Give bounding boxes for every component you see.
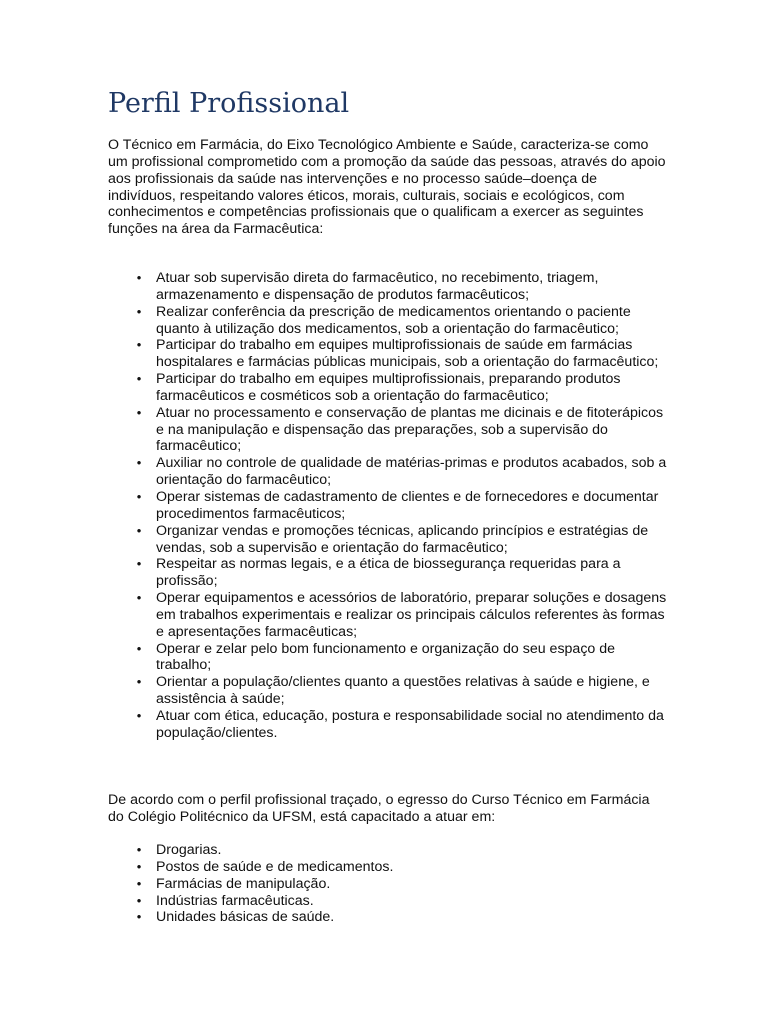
- list-item: [108, 405, 668, 456]
- bullet-icon: •: [136, 674, 142, 690]
- list-item-text: Operar e zelar pelo bom funcionamento e organização do seu espaço de trabalho;: [156, 640, 616, 674]
- list-item-text: Operar sistemas de cadastramento de clientes e de fornecedores e documentar procedimentos farmacêuticos;: [156, 488, 659, 522]
- bullet-icon: •: [136, 522, 142, 538]
- list-item-text: Drogarias.: [156, 842, 222, 858]
- list-item: [108, 909, 668, 926]
- list-item-text: Postos de saúde e de medicamentos.: [156, 858, 394, 875]
- list-item-text: Operar equipamentos e acessórios de laboratório, preparar soluções e dosagens em trabalhos experimentais e realizar os principais cálculos referentes às formas e apresentações farmacêuticas;: [156, 590, 667, 640]
- list-item: [108, 876, 668, 893]
- list-item-text: Indústrias farmacêuticas.: [156, 892, 314, 909]
- bullet-icon: •: [136, 875, 142, 891]
- list-item: [108, 674, 668, 708]
- bullet-icon: •: [136, 455, 142, 471]
- bullet-icon: •: [136, 404, 142, 420]
- bullet-icon: •: [136, 337, 142, 353]
- intro-paragraph: O Técnico em Farmácia, do Eixo Tecnológico Ambiente e Saúde, caracteriza-se como um profissional comprometido com a promoção da saúde das pessoas, através do apoio aos profissionais da saúde nas intervenções e no processo saúde–doença de indivíduos, respeitando valores éticos, morais, culturais, sociais e ecológicos, com conhecimentos e competências profissionais que o qualificam a exercer as seguintes funções na área da Farmacêutica:: [108, 137, 666, 238]
- bullet-icon: •: [136, 488, 142, 504]
- list-item: [108, 708, 668, 742]
- list-item-text: Orientar a população/clientes quanto a questões relativas à saúde e higiene, e assistência à saúde;: [156, 674, 650, 708]
- bullet-icon: •: [136, 909, 142, 925]
- bullet-icon: •: [136, 892, 142, 908]
- bullet-icon: •: [136, 858, 142, 874]
- list-item: [108, 641, 668, 675]
- bullet-icon: •: [136, 640, 142, 656]
- list-item-text: Auxiliar no controle de qualidade de matérias-primas e produtos acabados, sob a orientação do farmacêutico;: [156, 455, 667, 489]
- list-item-text: Realizar conferência da prescrição de medicamentos orientando o paciente quanto à utilização dos medicamentos, sob a orientação do farmacêutico;: [156, 303, 631, 337]
- list-item: [108, 842, 668, 859]
- list-item: [108, 270, 668, 304]
- outro-paragraph: De acordo com o perfil profissional traçado, o egresso do Curso Técnico em Farmácia do Colégio Politécnico da UFSM, está capacitado a atuar em:: [108, 792, 650, 825]
- page-title: Perfil Profissional: [108, 88, 350, 119]
- list-item: [108, 489, 668, 523]
- bullet-icon: •: [136, 371, 142, 387]
- bullet-icon: •: [136, 707, 142, 723]
- list-item-text: Atuar sob supervisão direta do farmacêutico, no recebimento, triagem, armazenamento e dispensação de produtos farmacêuticos;: [156, 270, 599, 303]
- list-item-text: Organizar vendas e promoções técnicas, aplicando princípios e estratégias de vendas, sob a supervisão e orientação do farmacêutico;: [156, 522, 649, 556]
- list-item: [108, 371, 668, 405]
- list-item-text: Participar do trabalho em equipes multiprofissionais de saúde em farmácias hospitalares e farmácias públicas municipais, sob a orientação do farmacêutico;: [156, 337, 659, 371]
- list-item-text: Atuar com ética, educação, postura e responsabilidade social no atendimento da população/clientes.: [156, 707, 664, 741]
- workplaces-list: [108, 842, 668, 926]
- bullet-icon: •: [136, 590, 142, 606]
- list-item: [108, 455, 668, 489]
- list-item: [108, 556, 668, 590]
- bullet-icon: •: [136, 303, 142, 319]
- list-item-text: Respeitar as normas legais, e a ética de biossegurança requeridas para a profissão;: [156, 556, 621, 590]
- bullet-icon: •: [136, 842, 142, 857]
- list-item-text: Participar do trabalho em equipes multiprofissionais, preparando produtos farmacêuticos e cosméticos sob a orientação do farmacêutico;: [156, 371, 621, 404]
- list-item: [108, 523, 668, 557]
- list-item-text: Farmácias de manipulação.: [156, 875, 331, 892]
- list-item: [108, 859, 668, 876]
- list-item-text: Unidades básicas de saúde.: [156, 909, 335, 926]
- list-item: [108, 893, 668, 910]
- list-item: [108, 337, 668, 371]
- bullet-icon: •: [136, 270, 142, 285]
- list-item: [108, 304, 668, 338]
- list-item-text: Atuar no processamento e conservação de plantas me dicinais e de fitoterápicos e na manipulação e dispensação das preparações, sob a supervisão do farmacêutico;: [156, 404, 664, 455]
- bullet-icon: •: [136, 556, 142, 572]
- functions-list: [108, 270, 668, 742]
- list-item: [108, 590, 668, 641]
